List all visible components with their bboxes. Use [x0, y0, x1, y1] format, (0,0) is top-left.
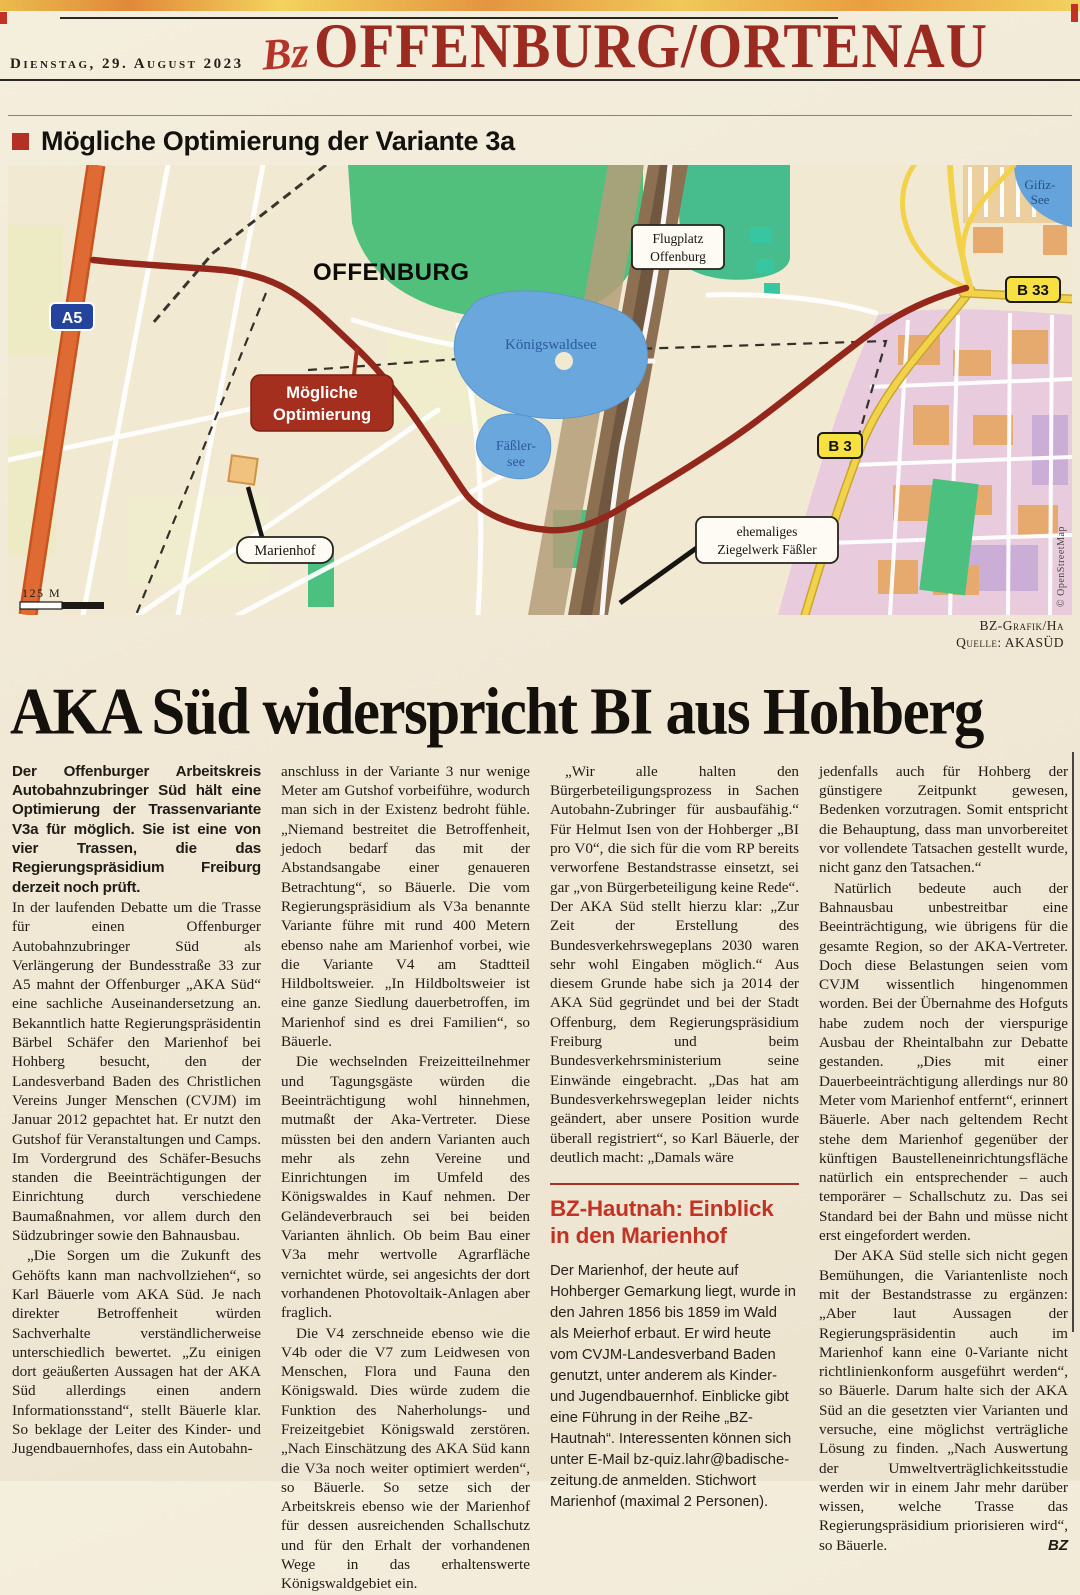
page-fold-line — [1072, 752, 1074, 1332]
author-signoff: BZ — [1048, 1536, 1068, 1554]
map-titlebar — [8, 116, 1072, 165]
paragraph: jedenfalls auch für Hohberg der günstigere Zeitpunkt gewesen, Bedenken vorzutragen. Somit entspricht die Behauptung, dass man unvorbereitet vor vollendete Tatsachen gestellt wurde, nicht ganz den Tatsachen.“ — [819, 762, 1068, 877]
bz-hautnah-body: Der Marienhof, der heute auf Hohberger Gemarkung liegt, wurde in den Jahren 1856 bis 1859 im Wald als Meierhof erbaut. Er wird heute vom CVJM-Landesverband Baden genutzt, unter anderem als Kinder- und Jugendbauernhof. Einblicke gibt eine Führung in der Reihe „BZ-Hautnah“. Interessenten können sich unter E-Mail bz-quiz.lahr@badische-zeitung.de anmelden. Stichwort Marienhof (maximal 2 Personen). — [550, 1263, 796, 1511]
bz-hautnah-title-line1: BZ-Hautnah: Einblick — [550, 1196, 774, 1222]
map-credit-quelle: Quelle: AKASÜD — [956, 635, 1064, 651]
map-title: Mögliche Optimierung der Variante 3a — [41, 126, 515, 157]
map-credit-grafik: BZ-Grafik/Ha — [979, 618, 1064, 634]
article-column-3 — [550, 762, 799, 1595]
bz-hautnah-title — [550, 1195, 799, 1249]
koenigswaldsee-label: Königswaldsee — [505, 337, 597, 354]
marienhof-building — [228, 455, 257, 484]
gifizsee-label-line2: See — [1030, 192, 1050, 208]
a5-badge-label: A5 — [61, 310, 83, 328]
city-label: OFFENBURG — [313, 259, 470, 287]
bz-hautnah-box — [550, 1183, 799, 1513]
osm-credit: © OpenStreetMap — [1056, 526, 1067, 608]
article-body — [12, 762, 1068, 1595]
faesslersee-label-line1: Fäßler- — [495, 439, 537, 455]
red-square-bullet — [12, 133, 29, 150]
map-credits — [8, 615, 1072, 652]
b33-badge-label: B 33 — [1017, 282, 1049, 300]
paragraph: „Wir alle halten den Bürgerbeteiligungsprozess in Sachen Autobahn-Zubringer für ausbaufähig.“ Für Helmut Isen von der Hohberger „BI pro V0“, die sich für die vom RP bereits verworfene Bestandstrasse einsetzt, sei gar „von Bürgerbeteiligung keine Rede“. Der AKA Süd stellt hierzu klar: „Zur Zeit der Erstellung des Bundesverkehrswegeplans 2030 waren sehr wohl Eingaben möglich.“ Aus diesem Grunde habe sich ja 2014 der AKA Süd gegründet und bei der Stadt Offenburg, dem Regierungspräsidium Freiburg und beim Bundesverkehrsministerium seine Einwände eingebracht. „Das hat am Bundesverkehrswegeplan leider nichts geändert, aber unsere Position wurde überall registriert“, so Karl Bäuerle, der deutlich macht: „Damals wäre — [550, 762, 799, 1166]
marienhof-label: Marienhof — [254, 543, 316, 560]
paragraph: Die V4 zerschneide ebenso wie die V4b oder die V7 zum Leidwesen von Menschen, Flora und Fauna den Königswald. Dies würde zudem die Funktion des Naherholungs- und Freizeitgebiet Königswald zerstören. „Nach Einschätzung des AKA Süd kann die V3a noch weiter optimiert werden“, so Bäuerle. So setze sich der Arbeitskreis ebenso wie der Marienhof für dessen ausreichenden Schallschutz und für den Erhalt der vorhandenen Wege in das erhaltenswerte Königswaldgebiet ein. — [281, 1324, 530, 1593]
flugplatz-label-line2: Offenburg — [650, 249, 706, 265]
page-header — [0, 10, 1080, 82]
paragraph: anschluss in der Variante 3 nur wenige Meter am Gutshof vorbeiführe, wodurch man sich in der Existenz bedroht fühle. „Niemand bestreitet die Betroffenheit, jedoch bedarf das mit der Abstandsangabe einer genaueren Betrachtung“, so Bäuerle. Die vom Regierungspräsidium als V3a benannte Variante führe mit rund 400 Metern ebenso nahe am Marienhof vorbei, wie die Variante V4 am Stadtteil Hildboltsweier. „In Hildboltsweier ist eine ganze Siedlung dauerbetroffen, im Marienhof sind es drei Familien“, so Bäuerle. — [281, 762, 530, 1051]
article-column-2 — [281, 762, 530, 1595]
paragraph-text: Der AKA Süd stelle sich nicht gegen Bemühungen, die Variantenliste noch mit der Bestandstrasse zu ergänzen: „Aber laut Aussagen der Regierungspräsidentin auch im Marienhof kann eine 0-Variante nicht richtlinienkonform ausgeführt werden“, so Bäuerle. Darum halte sich der AKA Süd an die gesetzten vier Varianten und versuche, eine möglichst verträgliche Lösung zu finden. „Nach Auswertung der Umweltverträglichkeitsstudie werden wir in einem Jahr mehr darüber wissen, welche Trasse das Regierungspräsidium priorisieren wird“, so Bäuerle. — [819, 1247, 1068, 1554]
paragraph: Die wechselnden Freizeitteilnehmer und Tagungsgäste würden die Beeinträchtigung wohl hinnehmen, mutmaßt der Aka-Vertreter. Diese müssten bei den andern Varianten auch mehr als zehn Vereine und Einrichtungen im Umfeld des Königswaldes in Kauf nehmen. Der Geländeverbrauch sei bei beiden Varianten ähnlich. Ob beim Bau einer V3a mehr wertvolle Agrarfläche vernichtet würde, sei angesichts der dort vorhandenen Photovoltaik-Anlagen aber fraglich. — [281, 1053, 530, 1322]
scale-bar-white — [20, 602, 62, 609]
ziegelwerk-label-line1: ehemaliges — [736, 524, 798, 540]
registration-mark — [1071, 4, 1078, 22]
bz-logo: Bz — [260, 27, 310, 80]
paragraph: In der laufenden Debatte um die Trasse für einen Offenburger Autobahnzubringer Süd als Verlängerung der Bundesstraße 33 zur A5 mahnt der Offenburger „AKA Süd“ eine sachliche Auseinandersetzung an. Bekanntlich hatte Regierungspräsidentin Bärbel Schäfer den Marienhof bei Hohberg besucht, den der Landesverband Baden des Christlichen Vereins Junger Menschen (CVJM) im Januar 2012 gepachtet hat. Er nutzt den Gutshof für Veranstaltungen und Camps. Im Vordergrund des Schäfer-Besuchs standen die Beeinträchtigungen der Einrichtung durch verschiedene Baumaßnahmen, vor allem durch den Südzubringer sowie den Bahnausbau. — [12, 898, 261, 1245]
article-column-4 — [819, 762, 1068, 1595]
bz-hautnah-title-line2: in den Marienhof — [550, 1223, 727, 1249]
optimization-callout-line1: Mögliche — [286, 384, 358, 403]
article-column-1 — [12, 762, 261, 1595]
gifizsee-label-line1: Gifiz- — [1024, 177, 1056, 193]
ziegelwerk-label-line2: Ziegelwerk Fäßler — [717, 542, 817, 558]
article-lede: Der Offenburger Arbeitskreis Autobahnzubringer Süd hält eine Optimierung der Trassenvariante V3a für möglich. Sie ist eine von vier Trassen, die das Regierungspräsidium Freiburg derzeit noch prüft. — [12, 762, 261, 896]
flugplatz-label-line1: Flugplatz — [652, 231, 704, 247]
lake-island — [555, 352, 573, 370]
faesslersee-label-line2: see — [507, 455, 525, 471]
scale-label: 125 M — [22, 586, 62, 601]
offenburg-map — [8, 165, 1072, 615]
paragraph — [819, 1246, 1068, 1555]
scan-torn-edge — [0, 0, 1080, 11]
map-figure — [8, 115, 1072, 652]
field-patch — [8, 225, 63, 355]
issue-date: Dienstag, 29. August 2023 — [10, 56, 244, 72]
paragraph: Natürlich bedeute auch der Bahnausbau unbestreitbar eine Beeinträchtigung, wie übrigens für die gesamte Region, so der AKA-Vertreter. Doch diese Belastungen seien vom CVJM wissentlich hingenommen worden. Bei der Übernahme des Hofguts habe zudem noch der vierspurige Ausbau der Rheintalbahn zur Debatte gestanden. „Dies mit einer Dauerbeeinträchtigung allerdings nur 80 Meter vom Marienhof entfernt“, erinnert Bäuerle. Aber nach geltendem Recht stehe dem Marienhof gegenüber der künftigen Baustelleneinrichtungsfläche natürlich ein entsprechender – auch temporärer – Schallschutz zu. Das sei Standard bei der Bahn und müsse nicht erst eingefordert werden. — [819, 879, 1068, 1245]
article-headline: AKA Süd widerspricht BI aus Hohberg — [10, 674, 983, 749]
registration-mark — [0, 12, 7, 24]
optimization-callout-line2: Optimierung — [272, 406, 372, 425]
section-title: OFFENBURG/ORTENAU — [314, 10, 988, 82]
b3-badge-label: B 3 — [828, 438, 852, 456]
paragraph: „Die Sorgen um die Zukunft des Gehöfts kann man nachvollziehen“, so Karl Bäuerle vom AKA Süd. Je nach direkter Betroffenheit würden Sachverhalte verständlicherweise unterschiedlich bewertet. „Zu einigen dort geäußerten Aussagen hat der AKA Süd allerdings einen andern Informationsstand“, stellt Bäuerle klar. So beklage der Leiter des Kinder- und Jugendbauernhofes, dass ein Autobahn- — [12, 1247, 261, 1458]
scale-bar-black — [62, 602, 104, 609]
